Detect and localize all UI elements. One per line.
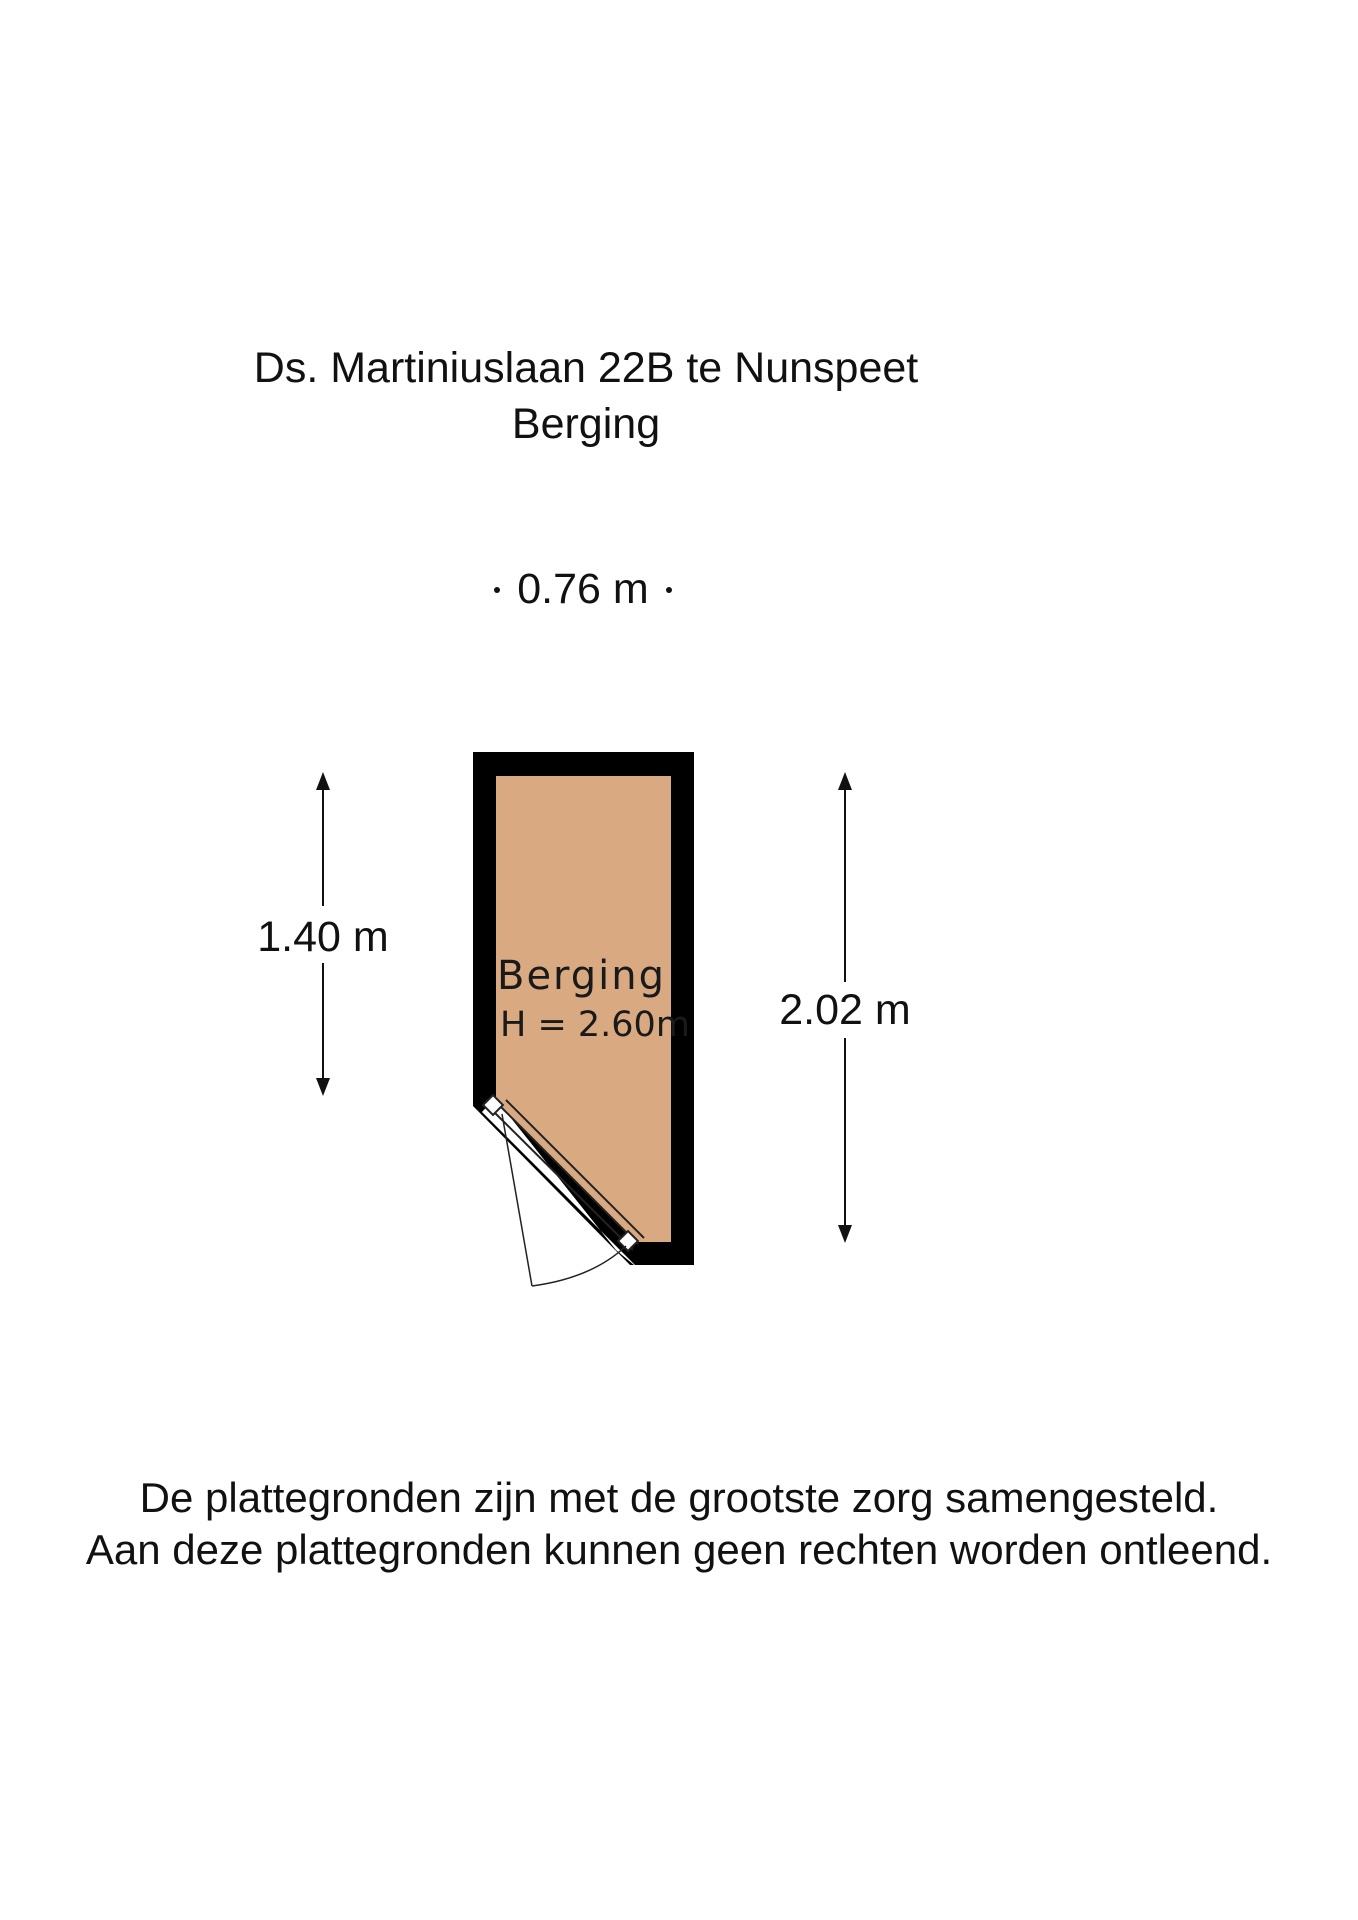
left-depth-label: 1.40 m [257,913,389,961]
left-depth-arrow-bottom [316,1078,330,1096]
room-height-label: H = 2.60m [500,1005,690,1045]
width-dimension-tick-right [666,587,672,593]
right-depth-arrow-top [838,772,852,790]
width-dimension [494,565,672,613]
right-depth-dimension [779,772,910,1243]
disclaimer-line-1: De plattegronden zijn met de grootste zorg samengesteld. [139,1474,1219,1521]
disclaimer [0,1472,1358,1576]
room-name-label: Berging [497,953,667,999]
right-depth-label: 2.02 m [779,986,911,1034]
disclaimer-line-2: Aan deze plattegronden kunnen geen rechten worden ontleend. [85,1526,1273,1573]
left-depth-arrow-top [316,772,330,790]
left-depth-dimension [257,772,388,1096]
address-title: Ds. Martiniuslaan 22B te Nunspeet [253,344,919,392]
width-dimension-tick-left [494,587,500,593]
door-swing-arc [532,1246,626,1286]
floor-title: Berging [511,400,661,448]
width-dimension-label: 0.76 m [517,565,649,613]
right-depth-arrow-bottom [838,1225,852,1243]
